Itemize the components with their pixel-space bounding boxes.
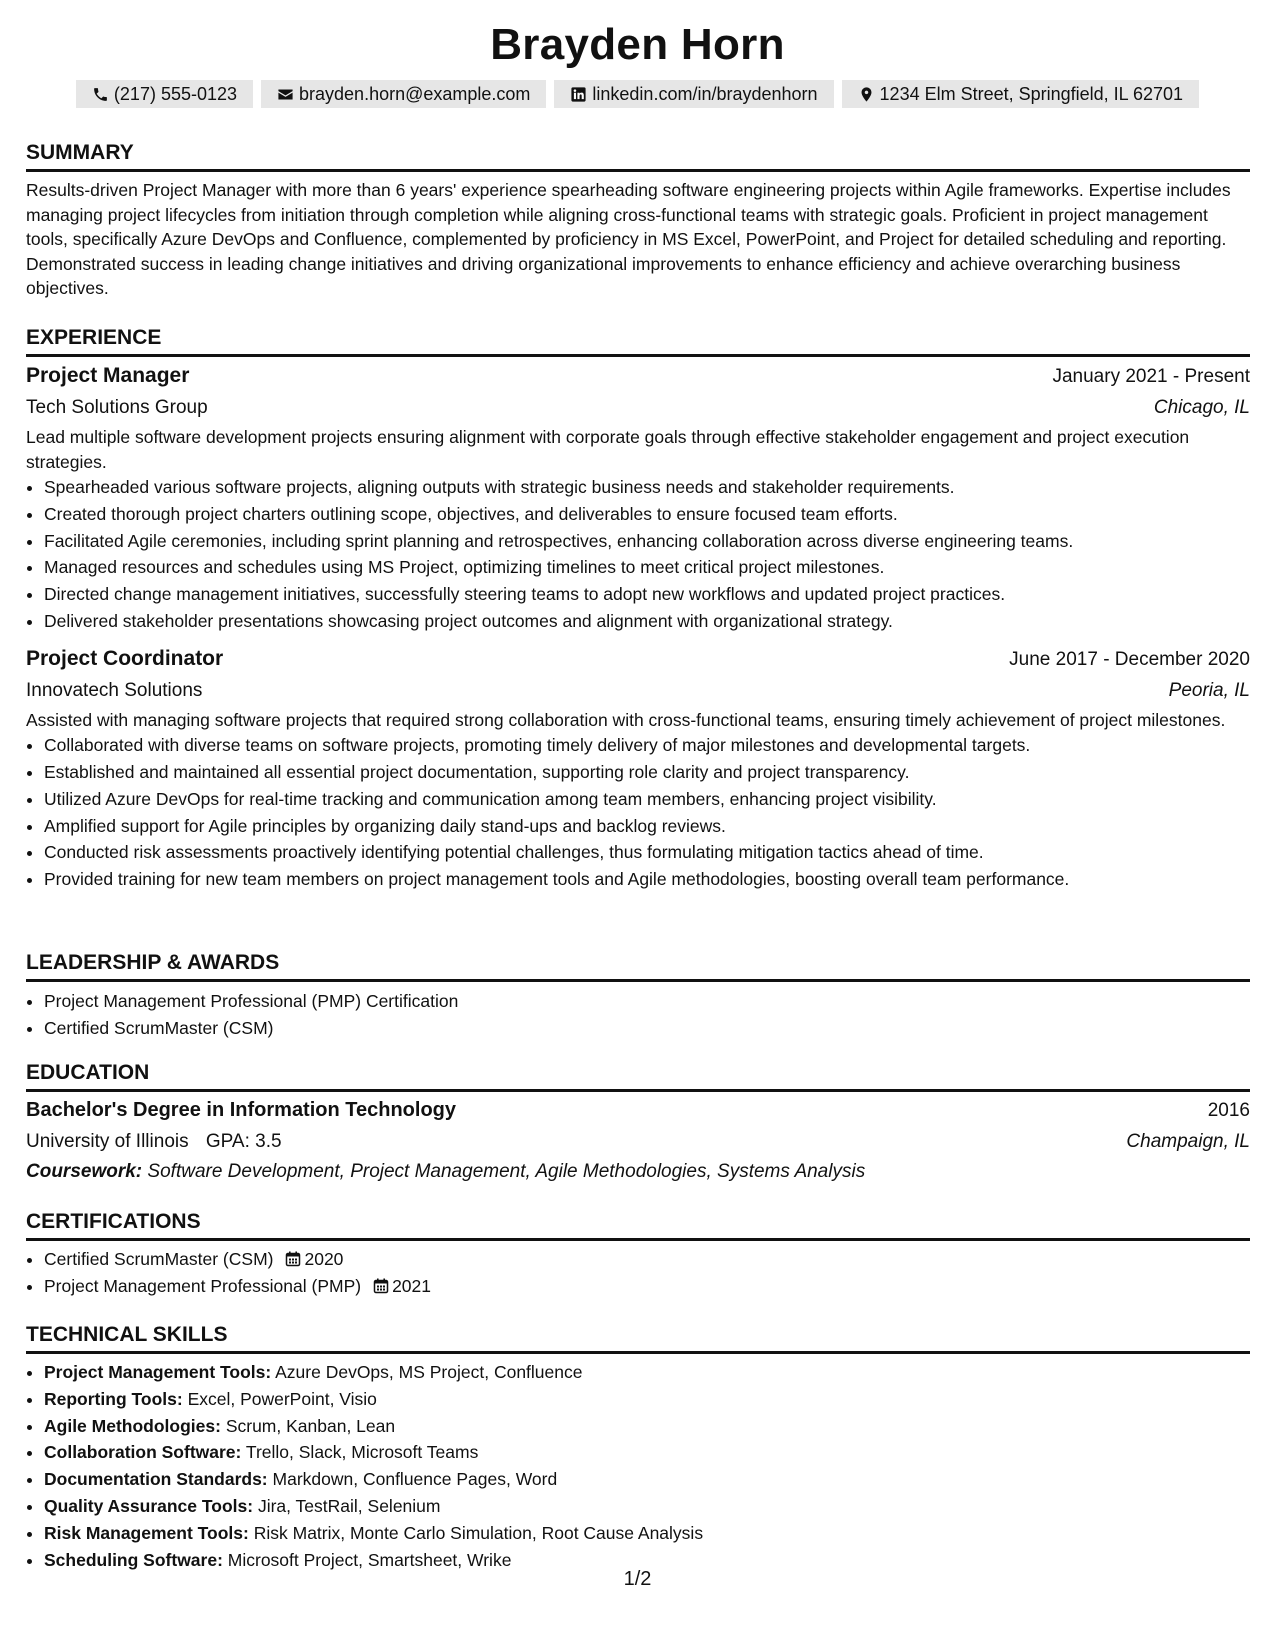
education-section [26,1059,1250,1187]
section-title: CERTIFICATIONS [26,1210,201,1233]
list-item [44,1359,1250,1386]
list-item: • Collaborated with diverse teams on software projects, promoting timely delivery of major milestones and developmental targets. [44,732,1250,759]
linkedin-text: linkedin.com/in/braydenhorn [592,83,818,104]
certification-year: 2020 [304,1249,344,1269]
address-contact [842,80,1200,108]
section-title: TECHNICAL SKILLS [26,1323,228,1346]
list-item: • Conducted risk assessments proactively identifying potential challenges, thus formulating mitigation tactics ahead of time. [44,839,1250,866]
company-name: Tech Solutions Group [26,397,208,418]
school-name: University of Illinois [26,1131,189,1152]
calendar-icon [373,1278,389,1294]
email-text: brayden.horn@example.com [299,83,531,104]
certification-year: 2021 [392,1275,432,1296]
job-title: Project Coordinator [26,646,224,670]
section-divider [26,354,1250,357]
section-divider [26,1238,1250,1241]
job-title: Project Manager [26,364,190,387]
page-number: 1/2 [623,1568,652,1590]
certifications-list [26,1246,1250,1300]
list-item: • Project Management Professional (PMP) Certification [44,988,1250,1015]
job-bullets [26,474,1250,635]
skill-label: Risk Management Tools: [44,1522,249,1543]
skill-value: Scrum, Kanban, Lean [225,1415,396,1436]
list-item [44,1413,1250,1440]
summary-text: Results-driven Project Manager with more than 6 years' experience spearheading software engineering projects within Agile frameworks. Expertise includes managing project lifecycles from initiation through completion while aligning cross-functional teams with strategic goals. Proficient in project management tools, specifically Azure DevOps and Confluence, complemented by proficiency in MS Excel, PowerPoint, and Project for detailed scheduling and reporting. Demonstrated success in leading change initiatives and driving organizational improvements to enhance efficiency and achieve overarching business objectives. [26,180,1231,298]
summary-section [26,139,1250,301]
list-item: • Established and maintained all essential project documentation, supporting role clarity and project transparency. [44,759,1250,786]
skill-value: Risk Matrix, Monte Carlo Simulation, Root Cause Analysis [253,1522,704,1543]
job-description: Lead multiple software development projects ensuring alignment with corporate goals through effective stakeholder engagement and project execution strategies. [26,427,1190,472]
address-text: 1234 Elm Street, Springfield, IL 62701 [879,83,1184,104]
list-item: • Spearheaded various software projects, aligning outputs with strategic business needs and stakeholder requirements. [44,474,1250,501]
skill-label: Scheduling Software: [44,1549,223,1570]
list-item [44,1386,1250,1413]
school-info [26,1127,282,1157]
job-location: Peoria, IL [1168,679,1250,701]
company-name: Innovatech Solutions [26,679,203,701]
leadership-section [26,949,1250,1042]
list-item: • Created thorough project charters outlining scope, objectives, and deliverables to ensure focused team efforts. [44,501,1250,528]
section-divider [26,979,1250,982]
list-item [44,1466,1250,1493]
job-description: Assisted with managing software projects that required strong collaboration with cross-functional teams, ensuring timely achievement of project milestones. [26,709,1226,730]
contact-bar [0,80,1275,108]
section-title: EXPERIENCE [26,326,162,349]
skill-label: Collaboration Software: [44,1442,242,1463]
phone-icon [92,86,109,103]
certification-name: Certified ScrumMaster (CSM) [44,1249,274,1269]
job-bullets [26,732,1250,893]
skill-value: Microsoft Project, Smartsheet, Wrike [227,1549,512,1570]
degree-title: Bachelor's Degree in Information Technology [26,1099,457,1121]
skills-section [26,1321,1250,1573]
email-contact[interactable] [261,80,546,108]
envelope-icon [277,86,294,103]
certifications-section [26,1208,1250,1300]
skills-list [26,1359,1250,1573]
list-item: • Provided training for new team members on project management tools and Agile methodologies, boosting overall team performance. [44,866,1250,893]
job-entry [26,643,1250,893]
job-location: Chicago, IL [1153,397,1250,418]
linkedin-icon [570,86,587,103]
job-dates: January 2021 - Present [1052,366,1250,387]
gpa: GPA: 3.5 [205,1131,282,1152]
location-pin-icon [858,86,875,103]
skill-value: Azure DevOps, MS Project, Confluence [275,1362,583,1382]
list-item: • Managed resources and schedules using MS Project, optimizing timelines to meet critical project milestones. [44,554,1250,581]
section-divider [26,1351,1250,1354]
section-divider [26,1089,1250,1092]
section-title: EDUCATION [26,1061,150,1084]
skill-label: Project Management Tools: [44,1362,272,1382]
list-item [44,1439,1250,1466]
section-title: LEADERSHIP & AWARDS [26,951,280,974]
skill-label: Agile Methodologies: [44,1415,221,1436]
list-item: • Facilitated Agile ceremonies, including sprint planning and retrospectives, enhancing collaboration across diverse engineering teams. [44,528,1250,555]
job-dates: June 2017 - December 2020 [1009,648,1250,670]
list-item [44,1493,1250,1520]
coursework [26,1157,1250,1187]
calendar-icon [285,1251,301,1267]
coursework-text: Software Development, Project Management, Agile Methodologies, Systems Analysis [147,1161,866,1182]
graduation-year: 2016 [1207,1100,1250,1121]
section-divider [26,169,1250,172]
list-item [44,1273,1250,1300]
list-item: • Utilized Azure DevOps for real-time tracking and communication among team members, enhancing project visibility. [44,786,1250,813]
job-entry [26,360,1250,635]
skill-value: Markdown, Confluence Pages, Word [272,1469,558,1490]
awards-list [26,988,1250,1042]
skill-value: Trello, Slack, Microsoft Teams [245,1442,479,1463]
candidate-name: Brayden Horn [490,20,785,69]
skill-value: Excel, PowerPoint, Visio [187,1388,377,1409]
list-item: • Delivered stakeholder presentations showcasing project outcomes and alignment with organizational strategy. [44,608,1250,635]
skill-label: Documentation Standards: [44,1469,268,1490]
phone-contact[interactable] [76,80,253,108]
skill-value: Jira, TestRail, Selenium [257,1495,441,1516]
list-item: • Amplified support for Agile principles by organizing daily stand-ups and backlog reviews. [44,813,1250,840]
list-item: • Directed change management initiatives, successfully steering teams to adopt new workflows and updated project practices. [44,581,1250,608]
phone-text: (217) 555-0123 [113,83,238,104]
certification-name: Project Management Professional (PMP) [44,1275,362,1296]
section-title: SUMMARY [26,141,134,164]
linkedin-contact[interactable] [554,80,833,108]
skill-label: Reporting Tools: [44,1388,183,1409]
list-item [44,1520,1250,1547]
experience-section [26,324,1250,893]
school-location: Champaign, IL [1126,1131,1250,1152]
list-item: • Certified ScrumMaster (CSM) [44,1015,1250,1042]
coursework-label: Coursework: [26,1161,143,1182]
list-item [44,1246,1250,1273]
skill-label: Quality Assurance Tools: [44,1495,254,1516]
